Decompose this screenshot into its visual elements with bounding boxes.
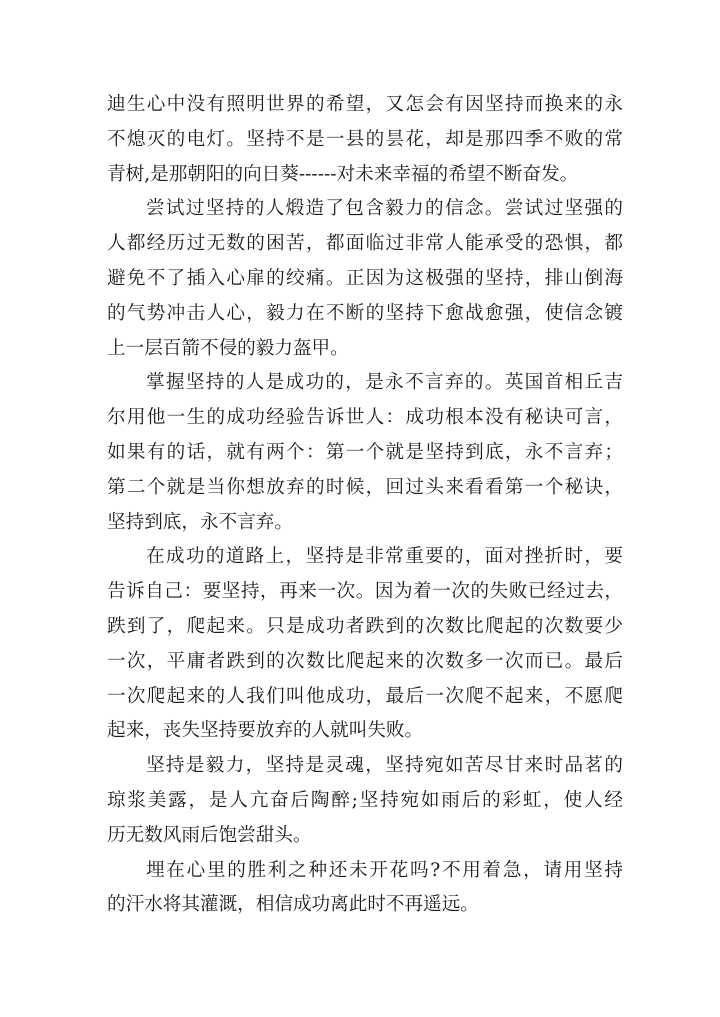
text-line: 历无数风雨后饱尝甜头。 bbox=[107, 824, 312, 846]
text-line: 琼浆美露，是人亢奋后陶醉;坚持宛如雨后的彩虹，使人经 bbox=[107, 789, 623, 811]
paragraph-5 bbox=[107, 749, 623, 853]
paragraph-4 bbox=[107, 540, 623, 749]
text-line: 起来，丧失坚持要放弃的人就叫失败。 bbox=[107, 720, 424, 742]
text-line: 的汗水将其灌溉，相信成功离此时不再遥远。 bbox=[107, 894, 479, 916]
text-line: 人都经历过无数的困苦，都面临过非常人能承受的恐惧，都 bbox=[107, 233, 623, 255]
text-line: 一次，平庸者跌到的次数比爬起来的次数多一次而已。最后 bbox=[107, 650, 623, 672]
text-line: 坚持是毅力，坚持是灵魂，坚持宛如苦尽甘来时品茗的 bbox=[146, 755, 623, 777]
paragraph-3 bbox=[107, 366, 623, 540]
text-line: 如果有的话，就有两个：第一个就是坚持到底，永不言弃； bbox=[107, 441, 623, 463]
text-line: 青树,是那朝阳的向日葵------对未来幸福的希望不断奋发。 bbox=[107, 163, 579, 185]
paragraph-2 bbox=[107, 192, 623, 366]
text-line: 坚持到底，永不言弃。 bbox=[107, 511, 293, 533]
text-line: 避免不了插入心扉的绞痛。正因为这极强的坚持，排山倒海 bbox=[107, 267, 623, 289]
paragraph-1 bbox=[107, 88, 623, 192]
text-line: 跌到了，爬起来。只是成功者跌到的次数比爬起的次数要少 bbox=[107, 615, 623, 637]
paragraph-6 bbox=[107, 854, 623, 924]
text-line: 掌握坚持的人是成功的，是永不言弃的。英国首相丘吉 bbox=[146, 372, 623, 394]
text-line: 迪生心中没有照明世界的希望，又怎会有因坚持而换来的永 bbox=[107, 94, 623, 115]
text-line: 一次爬起来的人我们叫他成功，最后一次爬不起来，不愿爬 bbox=[107, 685, 623, 707]
text-line: 的气势冲击人心，毅力在不断的坚持下愈战愈强，使信念镀 bbox=[107, 302, 623, 324]
text-line: 尔用他一生的成功经验告诉世人：成功根本没有秘诀可言， bbox=[107, 407, 623, 429]
text-line: 上一层百箭不侵的毅力盔甲。 bbox=[107, 337, 349, 359]
text-line: 埋在心里的胜利之种还未开花吗?不用着急，请用坚持 bbox=[146, 859, 623, 881]
body-text bbox=[107, 88, 623, 923]
text-line: 尝试过坚持的人煅造了包含毅力的信念。尝试过坚强的 bbox=[146, 198, 623, 220]
text-line: 在成功的道路上，坚持是非常重要的，面对挫折时，要 bbox=[146, 546, 623, 568]
text-line: 不熄灭的电灯。坚持不是一县的昙花，却是那四季不败的常 bbox=[107, 128, 623, 150]
text-line: 第二个就是当你想放弃的时候，回过头来看看第一个秘诀， bbox=[107, 476, 623, 498]
text-line: 告诉自己：要坚持，再来一次。因为着一次的失败已经过去， bbox=[107, 581, 623, 603]
